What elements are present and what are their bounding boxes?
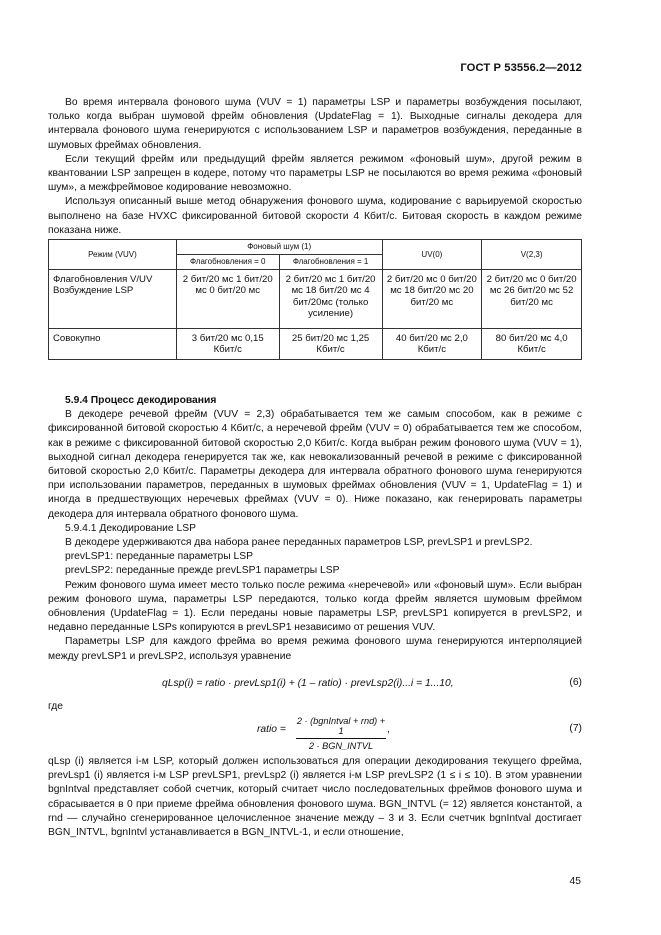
table-cell: 3 бит/20 мс 0,15 Кбит/с	[176, 328, 279, 360]
equation-6: qLsp(i) = ratio · prevLsp1(i) + (1 – ratio) · prevLsp2(i)...i = 1...10,	[162, 678, 454, 689]
page-number: 45	[569, 876, 581, 887]
table-header-mode: Режим (VUV)	[49, 240, 177, 270]
table-cell: 80 бит/20 мс 4,0 Кбит/с	[482, 328, 582, 360]
table-cell: 40 бит/20 мс 2,0 Кбит/с	[382, 328, 482, 360]
section-paragraph-1: В декодере речевой фрейм (VUV = 2,3) обрабатывается тем же самым способом, как в режиме с фиксированной битовой скоростью 4 Кбит/с, а неречевой фрейм (VUV = 0) обрабатывается тем же способом, как в режиме с фиксированной битовой скоростью 2,0 Кбит/с. Когда выбран режим фонового шума (VUV = 1), выходной сигнал декодера генерируется так же, как невокализованный речевой в режиме с фиксированной битовой скоростью 2,0 Кбит/с. Параметры декодера для интервала обратного фонового шума генерируются при использовании параметров, переданных в шумовых фреймах обновления (VUV = 1, UpdateFlag = 1) и иногда в предшествующих неречевых фреймах (VUV = 0). Ниже показано, как генерировать параметры декодера для интервала обратного фонового шума.	[48, 409, 582, 520]
section-paragraph-4: prevLSP2: переданные прежде prevLSP1 параметры LSP	[65, 565, 340, 577]
where-label: где	[48, 701, 64, 712]
intro-block	[48, 96, 582, 238]
subsection-heading: 5.9.4.1 Декодирование LSP	[65, 522, 196, 534]
table-header-flag1: Флагобновления = 1	[279, 255, 382, 270]
section-heading: 5.9.4 Процесс декодирования	[65, 395, 217, 406]
equation-7-fraction	[296, 716, 386, 751]
section-block	[48, 394, 582, 664]
table-row	[49, 270, 582, 329]
table-cell: 2 бит/20 мс 1 бит/20 мс 0 бит/20 мс	[176, 270, 279, 329]
equation-7-numerator: 2 · (bgnIntval + rnd) + 1	[296, 716, 386, 739]
table-cell-label: Флагобновления V/UV Возбуждение LSP	[49, 270, 177, 329]
table-cell: 2 бит/20 мс 0 бит/20 мс 26 бит/20 мс 52 бит/20 мс	[482, 270, 582, 329]
table-header-flag0: Флагобновления = 0	[176, 255, 279, 270]
document-header: ГОСТ Р 53556.2—2012	[460, 62, 582, 74]
equation-7-number: (7)	[569, 723, 582, 734]
intro-paragraph-1: Во время интервала фонового шума (VUV = 1) параметры LSP и параметры возбуждения посылают, только когда выбран шумовой фрейм обновления (UpdateFlag = 1). Выходные сигналы декодера для интервала фонового шума генерируются с использованием LSP и параметров возбуждения, переданные в шумовых фреймах обновления.	[48, 97, 582, 151]
table-cell: 2 бит/20 мс 0 бит/20 мс 18 бит/20 мс 20 бит/20 мс	[382, 270, 482, 329]
table-header-background-noise: Фоновый шум (1)	[176, 240, 382, 255]
tail-block	[48, 755, 582, 840]
tail-paragraph: qLsp (i) является i-м LSP, который должен использоваться для операции декодирования текущего фрейма, prevLsp1 (i) является i-м LSP prevLSP1, prevLsp2 (i) является i-м LSP prevLSP2 (1 ≤ i ≤ 10). В этом уравнении bgnIntval представляет собой счетчик, который считает число последовательных фреймов фонового шума и сбрасывается в 0 при приеме фрейма обновления фонового шума. BGN_INTVL (= 12) является константой, а rnd — случайно сгенерированное целочисленное значение между – 3 и 3. Если счетчик bgnIntval достигает BGN_INTVL, bgnIntvl устанавливается в BGN_INTVL-1, и если отношение,	[48, 756, 582, 839]
section-paragraph-3: prevLSP1: переданные параметры LSP	[65, 551, 253, 563]
table-header-v: V(2,3)	[482, 240, 582, 270]
intro-paragraph-3: Используя описанный выше метод обнаружения фонового шума, кодирование с варьируемой скоростью выполнено на базе HVXC фиксированной битовой скорости 4 Кбит/с. Битовая скорость в каждом режиме показана ниже.	[48, 196, 582, 236]
section-paragraph-5: Режим фонового шума имеет место только после режима «неречевой» или «фоновый шум». Если выбран режим фонового шума, параметры LSP передаются, только когда фрейм является шумовым фреймом обновления (UpdateFlag = 1). Если переданы новые параметры LSP, prevLSP1 копируется в prevLSP2, и недавно переданные LSPs копируются в prevLSP1 независимо от решения VUV.	[48, 579, 582, 634]
table-cell: 25 бит/20 мс 1,25 Кбит/с	[279, 328, 382, 360]
table-header-uv: UV(0)	[382, 240, 482, 270]
table-row	[49, 328, 582, 360]
table-cell-label: Совокупно	[49, 328, 177, 360]
equation-7-comma: ,	[387, 724, 390, 735]
bitrate-table	[48, 239, 582, 360]
table-cell: 2 бит/20 мс 1 бит/20 мс 18 бит/20 мс 4 бит/20мс (только усиление)	[279, 270, 382, 329]
section-paragraph-2: В декодере удерживаются два набора ранее переданных параметров LSP, prevLSP1 и prevLSP2.	[65, 537, 533, 549]
section-paragraph-6: Параметры LSP для каждого фрейма во время режима фонового шума генерируются интерполяцией между prevLSP1 и prevLSP2, используя уравнение	[48, 636, 582, 662]
equation-7-lhs: ratio =	[257, 724, 286, 735]
intro-paragraph-2: Если текущий фрейм или предыдущий фрейм является режимом «фоновый шум», другой режим в квантовании LSP запрещен в кодере, потому что параметры LSP не посылаются во время режима «фоновый шум», а межфреймовое кодирование невозможно.	[48, 153, 582, 194]
equation-7-denominator: 2 · BGN_INTVL	[308, 741, 374, 751]
equation-6-number: (6)	[569, 677, 582, 688]
